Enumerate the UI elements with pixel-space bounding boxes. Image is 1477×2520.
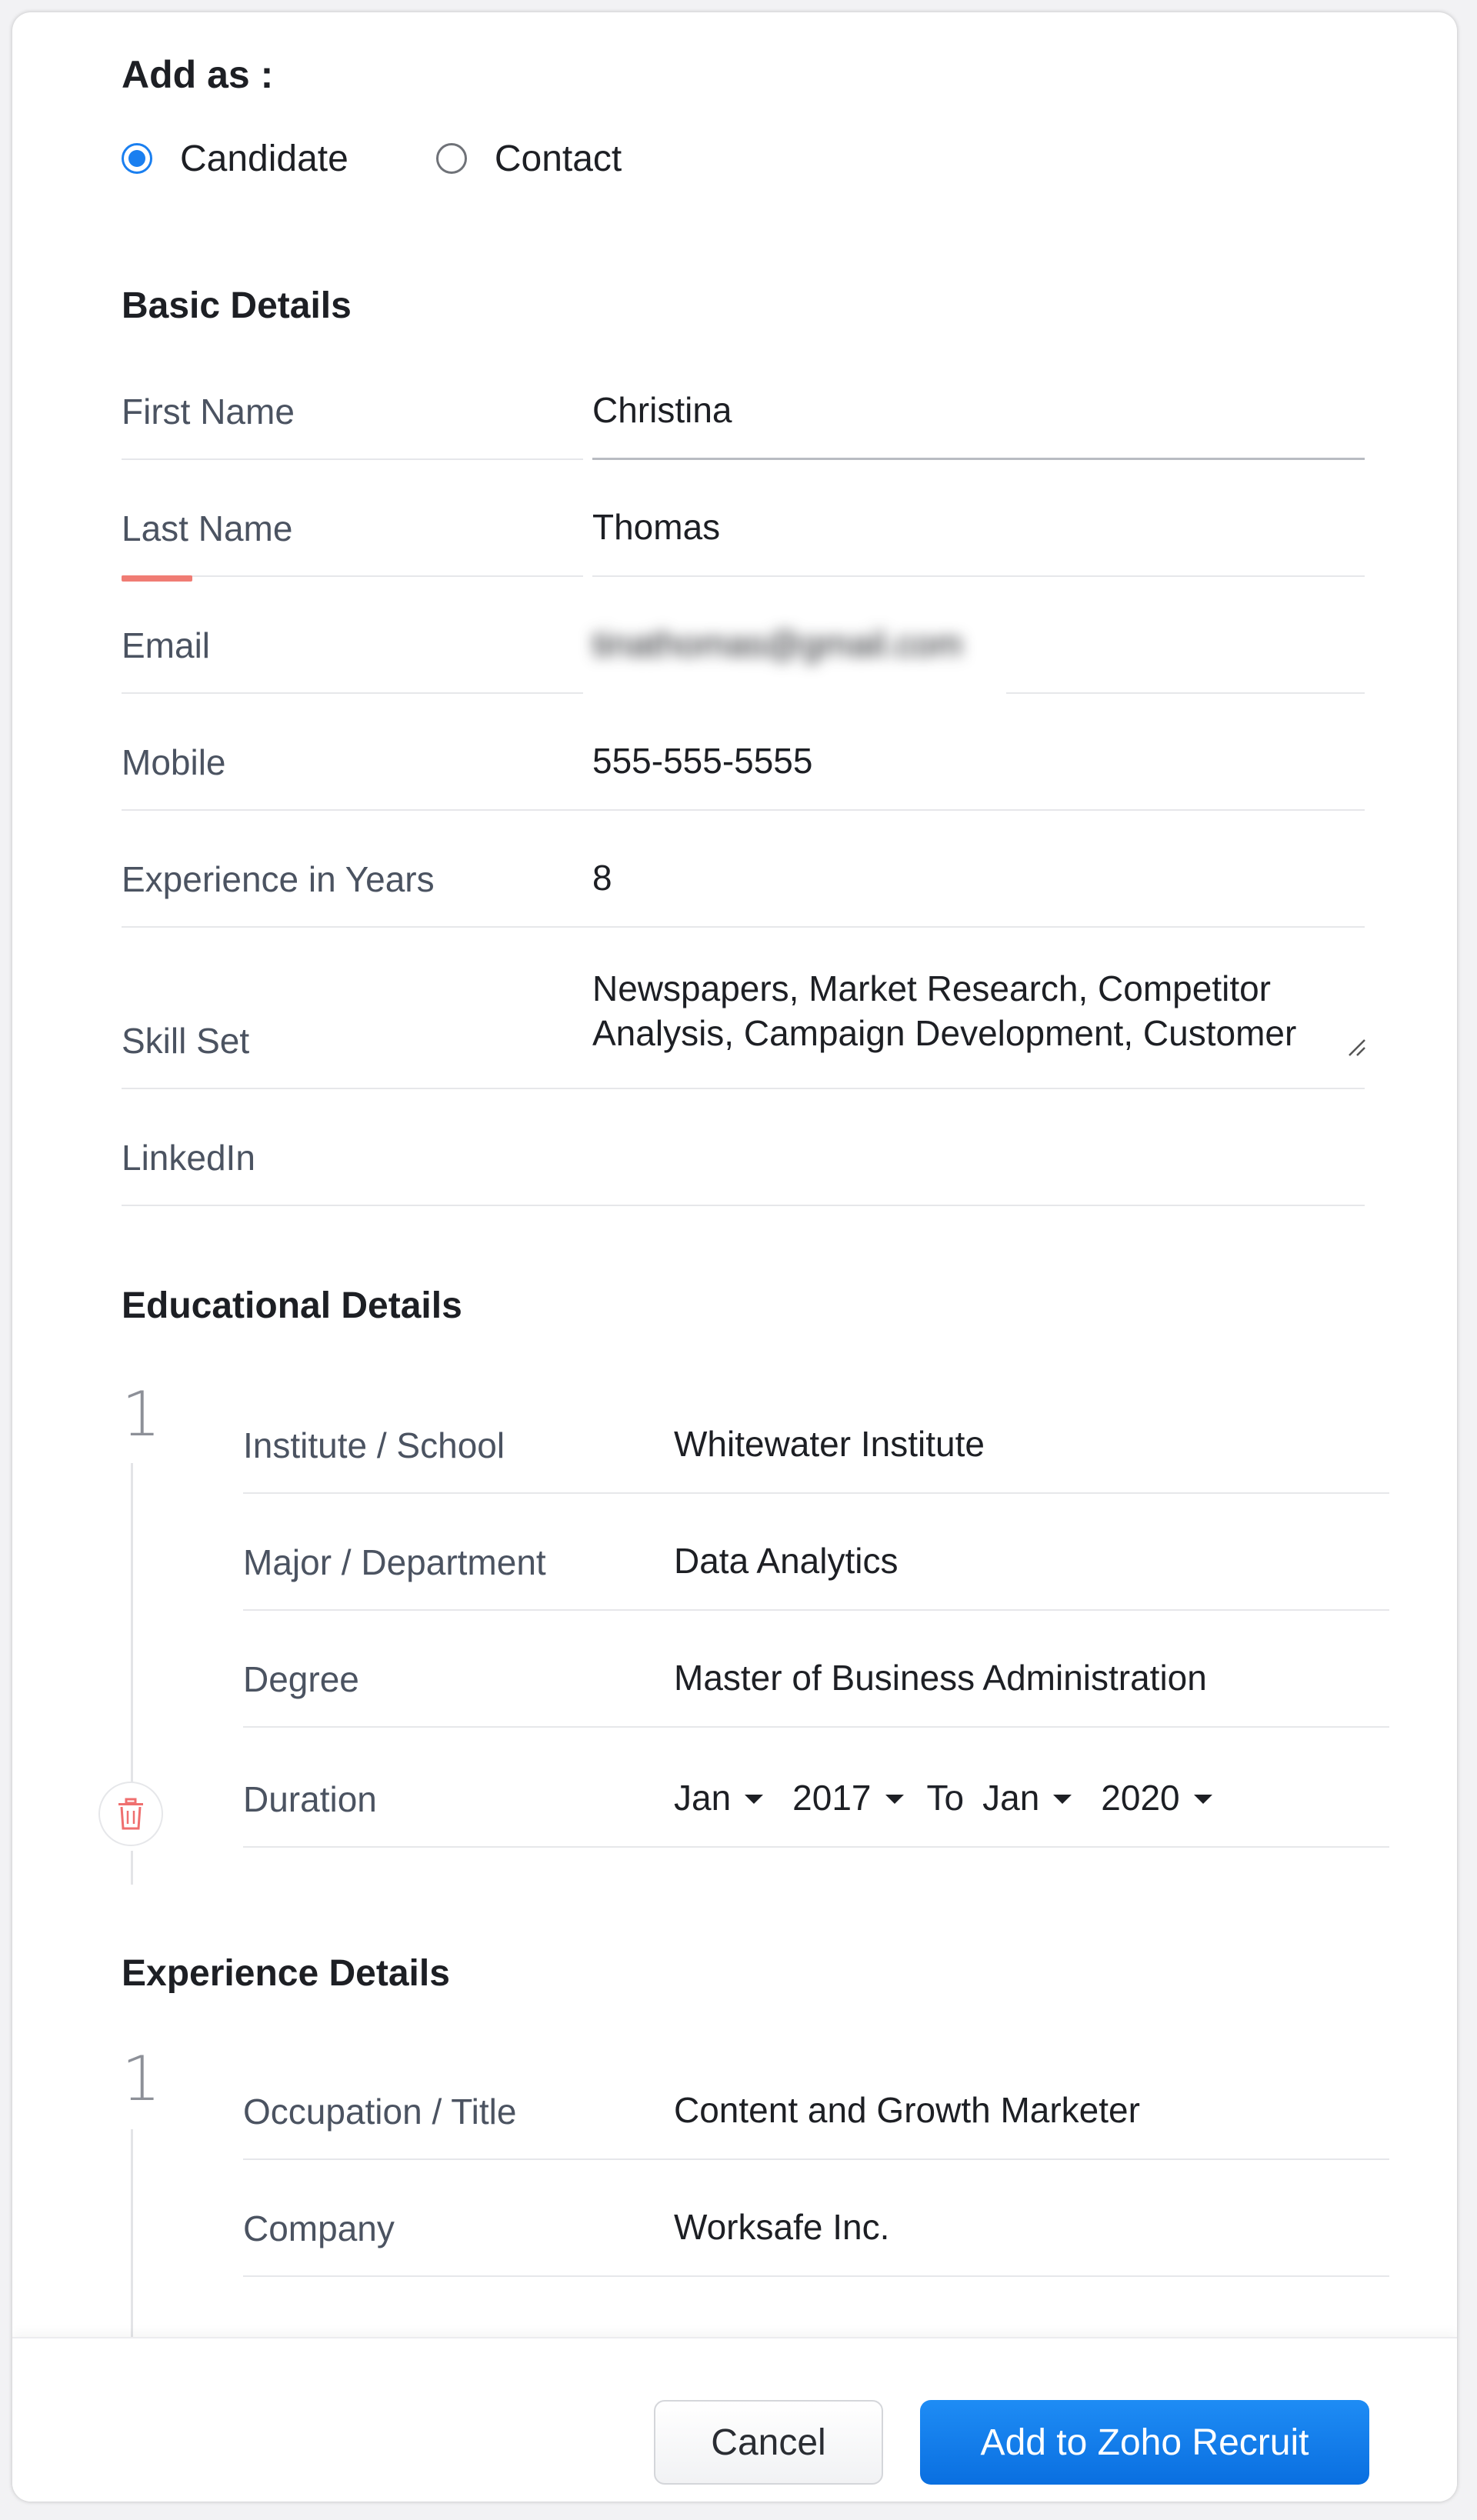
add-as-radio-group [122,128,709,189]
first-name-row [122,343,1375,460]
experience-years-row [122,811,1375,928]
skill-set-line-1: Newspapers, Market Research, Competitor [592,968,1271,1008]
from-month-value: Jan [674,1778,732,1818]
major-field[interactable]: Data Analytics [674,1541,899,1581]
last-name-field[interactable]: Thomas [592,507,721,547]
skill-set-row [122,928,1375,1089]
trash-icon [115,1797,146,1831]
experience-details-heading: Experience Details [122,1953,450,1994]
add-to-zoho-recruit-button[interactable]: Add to Zoho Recruit [920,2400,1369,2485]
caret-down-icon [1053,1795,1072,1804]
occupation-field[interactable]: Content and Growth Marketer [674,2090,1140,2130]
linkedin-label: LinkedIn [122,1138,255,1178]
experience-years-field[interactable]: 8 [592,858,612,898]
radio-checked-icon [122,143,152,174]
mobile-label: Mobile [122,742,226,782]
degree-row [243,1611,1389,1728]
degree-label: Degree [243,1659,359,1699]
email-field[interactable]: tinathomas@gmail.com [592,624,963,664]
delete-education-button[interactable] [98,1782,163,1846]
caret-down-icon [885,1795,904,1804]
to-year-value: 2020 [1101,1778,1180,1818]
first-name-label: First Name [122,392,295,432]
skill-set-line-2: Analysis, Campaign Development, Customer [592,1013,1297,1053]
duration-divider [243,1846,1389,1848]
education-timeline-line [131,1463,133,1786]
institute-row [243,1377,1389,1494]
resize-grip-icon[interactable] [1346,1037,1366,1057]
educational-details-heading: Educational Details [122,1285,462,1326]
to-month-dropdown[interactable] [982,1777,1072,1818]
from-year-dropdown[interactable] [792,1777,903,1818]
company-divider [243,2275,1389,2277]
radio-unchecked-icon [436,143,467,174]
add-record-dialog [12,12,1457,2502]
radio-contact[interactable] [436,138,622,180]
last-name-label: Last Name [122,508,293,548]
experience-entry-number: 1 [122,2043,161,2115]
email-label: Email [122,625,211,665]
mobile-field[interactable]: 555-555-5555 [592,741,813,781]
caret-down-icon [1194,1795,1212,1804]
company-label: Company [243,2208,395,2248]
duration-selectors [674,1777,1212,1818]
duration-row [243,1728,1389,1848]
to-month-value: Jan [982,1778,1040,1818]
major-label: Major / Department [243,1542,546,1582]
radio-contact-label: Contact [494,138,622,179]
first-name-field[interactable]: Christina [592,390,732,430]
email-row [122,577,1375,694]
duration-label: Duration [243,1779,377,1819]
add-as-title: Add as : [122,53,274,96]
education-entry-number: 1 [122,1378,161,1450]
degree-field[interactable]: Master of Business Administration [674,1658,1207,1698]
basic-details-heading: Basic Details [122,285,352,326]
radio-candidate[interactable] [122,138,348,180]
occupation-row [243,2043,1389,2160]
mobile-row [122,694,1375,811]
institute-field[interactable]: Whitewater Institute [674,1424,985,1464]
from-month-dropdown[interactable] [674,1777,763,1818]
cancel-button[interactable]: Cancel [654,2400,883,2485]
linkedin-divider [122,1205,1365,1206]
occupation-label: Occupation / Title [243,2092,517,2132]
dialog-footer [12,2337,1457,2502]
skill-set-textarea[interactable] [592,966,1365,1055]
experience-years-label: Experience in Years [122,859,435,899]
duration-to-label: To [926,1778,965,1818]
last-name-row [122,460,1375,577]
linkedin-row [122,1089,1375,1206]
radio-candidate-label: Candidate [180,138,348,179]
company-row [243,2160,1389,2277]
from-year-value: 2017 [792,1778,872,1818]
to-year-dropdown[interactable] [1101,1777,1212,1818]
skill-set-label: Skill Set [122,1021,250,1061]
company-field[interactable]: Worksafe Inc. [674,2207,890,2247]
education-timeline-line-end [131,1851,133,1885]
caret-down-icon [745,1795,763,1804]
institute-label: Institute / School [243,1425,505,1465]
experience-timeline-line [131,2129,133,2345]
major-row [243,1494,1389,1611]
